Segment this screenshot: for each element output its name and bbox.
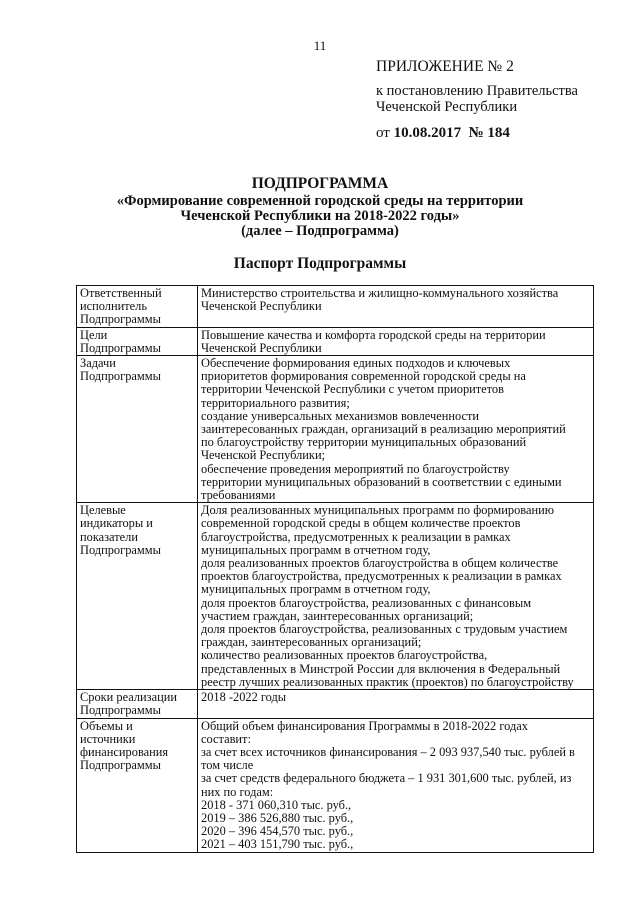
row-label-line: индикаторы и <box>80 516 153 531</box>
row-value-line: реестр лучших реализованных практик (проектов) по благоустройству <box>201 674 574 689</box>
appendix-line-1: к постановлению Правительства <box>376 83 578 99</box>
subprogram-name <box>0 194 640 239</box>
table-row <box>77 690 594 718</box>
row-label-line: Подпрограммы <box>80 758 161 773</box>
row-label-line: Задачи <box>80 356 116 371</box>
row-label-line: Сроки реализации <box>80 690 177 705</box>
row-value-line: благоустройства, предусмотренных к реализации в рамках <box>201 529 511 544</box>
row-value-cell <box>198 286 594 328</box>
row-label-line: Подпрограммы <box>80 312 161 327</box>
subprogram-name-line-3: (далее – Подпрограмма) <box>241 223 399 239</box>
passport-table <box>76 285 594 853</box>
row-value-line: доля реализованных проектов благоустройства в общем количестве <box>201 556 559 571</box>
row-value-line: Чеченской Республики <box>201 299 322 314</box>
row-value-line: них по годам: <box>201 784 274 799</box>
row-value-line: за счет всех источников финансирования – 2 093 937,540 тыс. рублей в <box>201 744 575 759</box>
row-value-line: граждан, заинтересованных организаций; <box>201 635 422 650</box>
row-value-line: территории муниципальных образований в соответствии с едиными <box>201 474 562 489</box>
row-value-line: Доля реализованных муниципальных программ по формированию <box>201 503 554 518</box>
row-value-line: том числе <box>201 758 254 773</box>
row-value-line: участием граждан, заинтересованных организаций; <box>201 608 474 623</box>
row-value-cell <box>198 503 594 690</box>
row-value-line: требованиями <box>201 488 276 503</box>
row-value-line: Повышение качества и комфорта городской среды на территории <box>201 327 546 342</box>
row-value-line: Министерство строительства и жилищно-коммунального хозяйства <box>201 286 559 300</box>
appendix-block <box>376 59 626 141</box>
row-value-line: за счет средств федерального бюджета – 1 931 301,600 тыс. рублей, из <box>201 771 572 786</box>
row-value-line: территориального развития; <box>201 395 350 410</box>
row-label-line: Целевые <box>80 503 126 518</box>
row-label-line: Объемы и <box>80 718 133 733</box>
row-label-cell <box>77 356 198 503</box>
appendix-title: ПРИЛОЖЕНИЕ № 2 <box>376 58 514 75</box>
row-label-line: финансирования <box>80 744 169 759</box>
appendix-date-line <box>376 125 626 141</box>
table-row <box>77 356 594 503</box>
table-row <box>77 718 594 852</box>
row-value-line: проектов благоустройства, предусмотренных к реализации в рамках <box>201 569 562 584</box>
row-value-line: доля проектов благоустройства, реализованных с трудовым участием <box>201 622 568 637</box>
table-row <box>77 327 594 355</box>
appendix-date: 10.08.2017 <box>393 125 462 141</box>
row-value-cell <box>198 718 594 852</box>
row-value-cell <box>198 356 594 503</box>
appendix-date-prefix: от <box>376 125 394 141</box>
row-label-line: Ответственный <box>80 286 162 300</box>
row-value-line: 2019 – 386 526,880 тыс. руб., <box>201 810 354 825</box>
appendix-line-2: Чеченской Республики <box>376 99 518 115</box>
row-value-line: Чеченской Республики; <box>201 448 326 463</box>
row-value-line: доля проектов благоустройства, реализованных с финансовым <box>201 595 532 610</box>
row-value-line: Обеспечение формирования единых подходов и ключевых <box>201 356 511 371</box>
row-label-cell <box>77 327 198 355</box>
row-label-cell <box>77 690 198 718</box>
row-label-line: Подпрограммы <box>80 340 161 355</box>
row-value-line: составит: <box>201 731 251 746</box>
appendix-number: № 184 <box>468 125 510 141</box>
row-value-line: 2018 -2022 годы <box>201 690 287 705</box>
row-value-line: 2021 – 403 151,790 тыс. руб., <box>201 837 354 852</box>
table-row <box>77 503 594 690</box>
row-label-line: показатели <box>80 529 138 544</box>
row-value-line: заинтересованных граждан, организаций в реализацию мероприятий <box>201 422 566 437</box>
row-value-cell <box>198 690 594 718</box>
row-label-line: Подпрограммы <box>80 369 161 384</box>
row-value-line: Чеченской Республики <box>201 340 322 355</box>
row-value-line: обеспечение проведения мероприятий по благоустройству <box>201 461 510 476</box>
row-value-line: создание универсальных механизмов вовлеченности <box>201 408 480 423</box>
row-value-line: приоритетов формирования современной городской среды на <box>201 369 526 384</box>
subprogram-heading: ПОДПРОГРАММА <box>251 175 389 192</box>
row-value-line: 2020 – 396 454,570 тыс. руб., <box>201 824 354 839</box>
page-number: 11 <box>313 38 327 53</box>
row-value-line: территории Чеченской Республики с учетом приоритетов <box>201 382 504 397</box>
row-value-line: муниципальных программ в отчетном году, <box>201 582 431 597</box>
row-label-cell <box>77 286 198 328</box>
row-value-line: количество реализованных проектов благоустройства, <box>201 648 488 663</box>
row-label-cell <box>77 718 198 852</box>
subprogram-name-line-1: «Формирование современной городской среды на территории <box>116 193 524 209</box>
row-label-line: Подпрограммы <box>80 542 161 557</box>
row-label-line: Подпрограммы <box>80 703 161 718</box>
row-label-line: исполнитель <box>80 299 147 314</box>
row-label-cell <box>77 503 198 690</box>
row-value-line: представленных в Минстрой России для включения в Федеральный <box>201 661 561 676</box>
row-value-line: муниципальных программ в отчетном году, <box>201 542 431 557</box>
row-label-line: источники <box>80 731 136 746</box>
row-label-line: Цели <box>80 327 108 342</box>
subprogram-name-line-2: Чеченской Республики на 2018-2022 годы» <box>180 208 460 224</box>
row-value-line: современной городской среды в общем количестве проектов <box>201 516 521 531</box>
table-row <box>77 286 594 328</box>
row-value-line: 2018 - 371 060,310 тыс. руб., <box>201 797 352 812</box>
passport-heading: Паспорт Подпрограммы <box>233 255 407 272</box>
row-value-line: Общий объем финансирования Программы в 2018-2022 годах <box>201 718 528 733</box>
row-value-cell <box>198 327 594 355</box>
row-value-line: по благоустройству территории муниципальных образований <box>201 435 527 450</box>
